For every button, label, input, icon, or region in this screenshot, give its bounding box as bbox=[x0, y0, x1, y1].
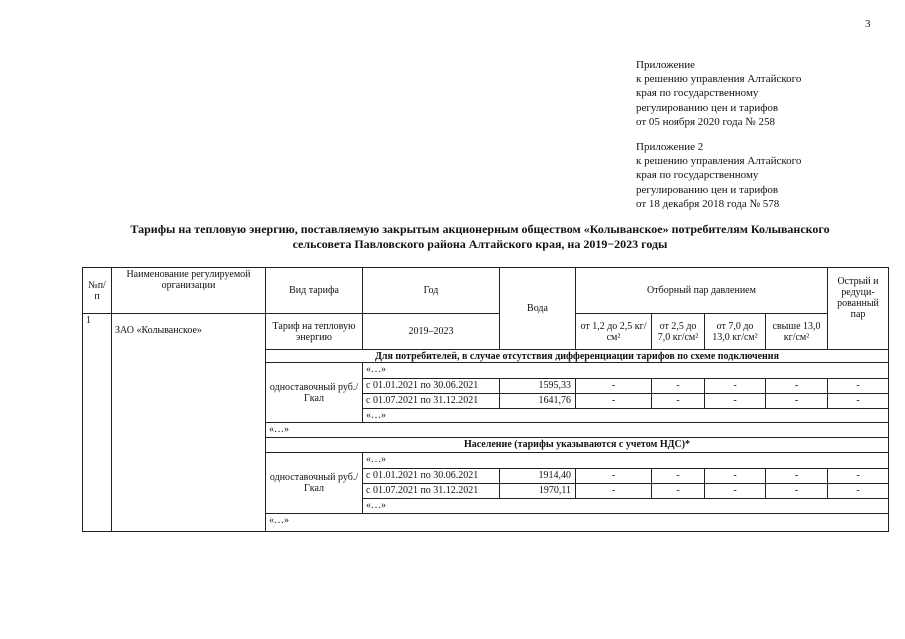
header-pressure-1: от 1,2 до 2,5 кг/см² bbox=[576, 314, 652, 350]
section1-p2: - bbox=[652, 394, 705, 409]
appendix-1-line: Приложение bbox=[636, 59, 696, 71]
row-number: 1 bbox=[83, 314, 112, 532]
section2-ellipsis-top: «…» bbox=[363, 453, 889, 469]
header-water: Вода bbox=[500, 268, 576, 350]
section-title-consumers: Для потребителей, в случае отсутствия дифференциации тарифов по схеме подключения bbox=[266, 350, 889, 363]
title-line-2: сельсовета Павловского района Алтайского края, на 2019−2023 годы bbox=[292, 237, 668, 251]
section1-ellipsis-bottom: «…» bbox=[363, 409, 889, 423]
section2-period: с 01.07.2021 по 31.12.2021 bbox=[363, 484, 500, 499]
section1-ellipsis-top: «…» bbox=[363, 363, 889, 379]
section2-period: с 01.01.2021 по 30.06.2021 bbox=[363, 469, 500, 484]
section1-p1: - bbox=[576, 379, 652, 394]
appendix-note-1 bbox=[636, 58, 801, 129]
appendix-1-line: края по государственному bbox=[636, 87, 759, 100]
header-num: №п/п bbox=[83, 268, 112, 314]
section1-p4: - bbox=[766, 394, 828, 409]
section1-tariff-label: одноставочный руб./Гкал bbox=[266, 363, 363, 423]
header-sharp-steam: Острый и редуци-рованный пар bbox=[828, 268, 889, 350]
appendix-2-line: к решению управления Алтайского bbox=[636, 155, 802, 168]
section2-p1: - bbox=[576, 469, 652, 484]
header-tariff-type: Вид тарифа bbox=[266, 268, 363, 314]
header-org: Наименование регулируемой организации bbox=[112, 268, 266, 314]
section1-p5: - bbox=[828, 394, 889, 409]
appendix-1-line: от 05 ноября 2020 года № 258 bbox=[636, 115, 775, 128]
section2-p4: - bbox=[766, 469, 828, 484]
organization-name: ЗАО «Колыванское» bbox=[112, 314, 266, 532]
header-steam: Отборный пар давлением bbox=[576, 268, 828, 314]
appendix-2-line: регулированию цен и тарифов bbox=[636, 183, 779, 196]
appendix-1-line: регулированию цен и тарифов bbox=[636, 101, 779, 114]
appendix-2-line: края по государственному bbox=[636, 169, 759, 182]
section1-p3: - bbox=[705, 379, 766, 394]
section2-tariff-label: одноставочный руб./Гкал bbox=[266, 453, 363, 514]
header-year: Год bbox=[363, 268, 500, 314]
section1-p2: - bbox=[652, 379, 705, 394]
section1-p3: - bbox=[705, 394, 766, 409]
header-pressure-2: от 2,5 до 7,0 кг/см² bbox=[652, 314, 705, 350]
ellipsis-end: «…» bbox=[266, 514, 889, 532]
section1-period: с 01.01.2021 по 30.06.2021 bbox=[363, 379, 500, 394]
section1-value: 1641,76 bbox=[500, 394, 576, 409]
section2-p3: - bbox=[705, 469, 766, 484]
section1-period: с 01.07.2021 по 31.12.2021 bbox=[363, 394, 500, 409]
section1-p5: - bbox=[828, 379, 889, 394]
section2-p4: - bbox=[766, 484, 828, 499]
section1-p4: - bbox=[766, 379, 828, 394]
appendix-2-line: от 18 декабря 2018 года № 578 bbox=[636, 197, 780, 210]
header-pressure-4: свыше 13,0 кг/см² bbox=[766, 314, 828, 350]
section2-value: 1914,40 bbox=[500, 469, 576, 484]
section2-p5: - bbox=[828, 469, 889, 484]
appendix-note-2 bbox=[636, 140, 801, 211]
section2-p2: - bbox=[652, 469, 705, 484]
section1-value: 1595,33 bbox=[500, 379, 576, 394]
section1-p1: - bbox=[576, 394, 652, 409]
title-line-1: Тарифы на тепловую энергию, поставляемую закрытым акционерным обществом «Колыванское» потребителям Колыванского bbox=[130, 222, 830, 236]
tariff-table bbox=[82, 267, 889, 532]
section2-p2: - bbox=[652, 484, 705, 499]
header-pressure-3: от 7,0 до 13,0 кг/см² bbox=[705, 314, 766, 350]
section2-p5: - bbox=[828, 484, 889, 499]
ellipsis-mid: «…» bbox=[266, 423, 889, 438]
section2-value: 1970,11 bbox=[500, 484, 576, 499]
section2-ellipsis-bottom: «…» bbox=[363, 499, 889, 514]
tariff-kind: Тариф на тепловую энергию bbox=[266, 314, 363, 350]
document-title bbox=[80, 222, 880, 252]
appendix-2-line: Приложение 2 bbox=[636, 141, 704, 153]
section-title-population: Население (тарифы указываются с учетом НДС)* bbox=[266, 438, 889, 453]
section2-p1: - bbox=[576, 484, 652, 499]
section2-p3: - bbox=[705, 484, 766, 499]
tariff-years: 2019–2023 bbox=[363, 314, 500, 350]
page-number: 3 bbox=[865, 18, 871, 30]
appendix-1-line: к решению управления Алтайского bbox=[636, 73, 802, 86]
